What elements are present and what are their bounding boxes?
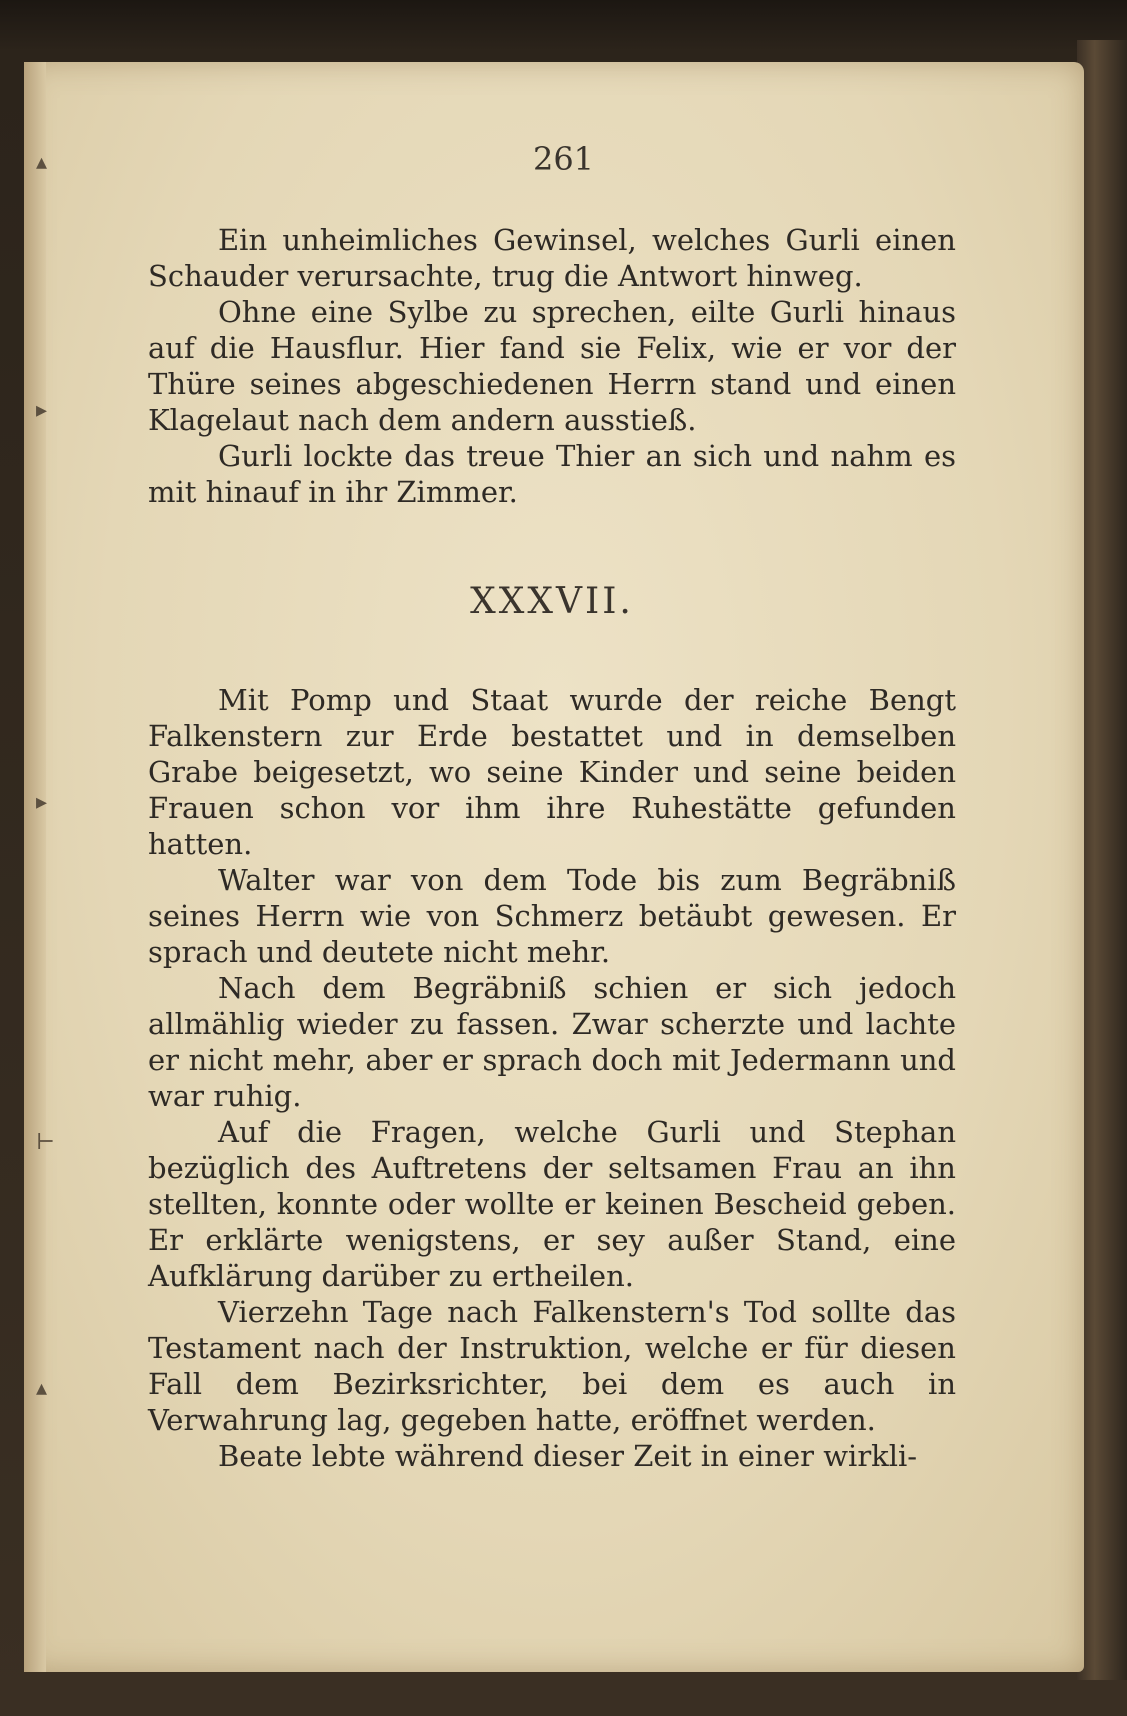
paragraph: Gurli lockte das treue Thier an sich und nahm es mit hinauf in ihr Zimmer. <box>148 439 956 509</box>
paragraph: Auf die Fragen, welche Gurli und Stephan bezüglich des Auftretens der seltsamen Frau an ihn stellten, konnte oder wollte er keinen Bescheid geben. Er erklärte wenigstens, er sey außer Stand, eine Aufklärung darüber zu ertheilen. <box>148 1115 956 1293</box>
paragraph: Walter war von dem Tode bis zum Begräbniß seines Herrn wie von Schmerz betäubt gewesen. Er sprach und deutete nicht mehr. <box>148 863 956 969</box>
chapter-heading: XXXVII. <box>470 581 634 622</box>
page-number: 261 <box>532 140 595 178</box>
margin-mark: ▸ <box>36 398 48 423</box>
margin-mark: ⊢ <box>36 1130 55 1155</box>
paragraph: Beate lebte während dieser Zeit in einer wirkli- <box>218 1439 918 1473</box>
body-text <box>148 222 956 1474</box>
paragraph: Nach dem Begräbniß schien er sich jedoch allmählig wieder zu fassen. Zwar scherzte und lachte er nicht mehr, aber er sprach doch mit Jedermann und war ruhig. <box>148 971 956 1113</box>
paragraph: Ohne eine Sylbe zu sprechen, eilte Gurli hinaus auf die Hausflur. Hier fand sie Felix, wie er vor der Thüre seines abgeschiedenen Herrn stand und einen Klagelaut nach dem andern ausstieß. <box>148 295 956 437</box>
margin-mark: ▴ <box>36 1376 48 1401</box>
book-cover-edge <box>1077 40 1127 1680</box>
margin-mark: ▴ <box>36 150 48 175</box>
margin-mark: ▸ <box>36 790 48 815</box>
paragraph: Vierzehn Tage nach Falkenstern's Tod sollte das Testament nach der Instruktion, welche er für diesen Fall dem Bezirksrichter, bei dem es auch in Verwahrung lag, gegeben hatte, eröffnet werden. <box>148 1295 956 1437</box>
paragraph: Ein unheimliches Gewinsel, welches Gurli einen Schauder verursachte, trug die Antwort hinweg. <box>148 223 956 293</box>
paragraph: Mit Pomp und Staat wurde der reiche Bengt Falkenstern zur Erde bestattet und in demselben Grabe beigesetzt, wo seine Kinder und seine beiden Frauen schon vor ihm ihre Ruhestätte gefunden hatten. <box>148 683 956 861</box>
page-gutter <box>24 62 46 1672</box>
